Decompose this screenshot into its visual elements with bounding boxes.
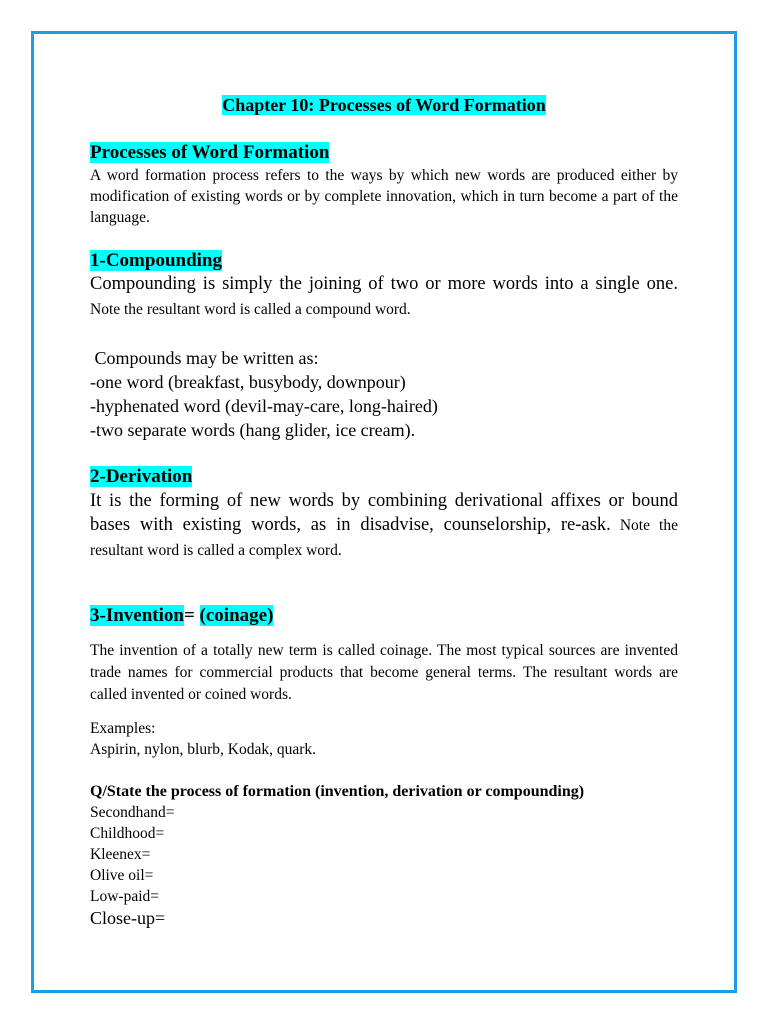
derivation-note: Note the resultant word is called a complex word. <box>90 517 678 559</box>
question-item: Childhood= <box>90 825 165 842</box>
question-item: Low-paid= <box>90 888 160 905</box>
compounding-note: Note the resultant word is called a compound word. <box>90 301 411 318</box>
chapter-title-text: Chapter 10: Processes of Word Formation <box>222 95 546 115</box>
compound-form-item: -two separate words (hang glider, ice cream). <box>90 420 416 440</box>
compound-form-item: -hyphenated word (devil-may-care, long-haired) <box>90 396 438 416</box>
chapter-title <box>90 94 678 116</box>
question-item: Secondhand= <box>90 804 175 821</box>
invention-heading: 3-Invention= (coinage) <box>90 605 274 626</box>
question-item: Close-up= <box>90 908 166 928</box>
compounding-paragraph <box>90 272 678 322</box>
derivation-paragraph <box>90 489 678 563</box>
question-items <box>90 802 175 930</box>
compound-forms-intro: Compounds may be written as: <box>90 348 319 368</box>
question-item: Olive oil= <box>90 867 154 884</box>
compound-form-item: -one word (breakfast, busybody, downpour) <box>90 372 406 392</box>
intro-heading: Processes of Word Formation <box>90 142 330 163</box>
question-item: Kleenex= <box>90 846 151 863</box>
examples-list: Aspirin, nylon, blurb, Kodak, quark. <box>90 741 317 758</box>
compounding-heading: 1-Compounding <box>90 250 222 271</box>
invention-paragraph: The invention of a totally new term is called coinage. The most typical sources are invented trade names for commercial products that become general terms. The resultant words are called invented or coined words. <box>90 642 678 703</box>
derivation-definition: It is the forming of new words by combining derivational affixes or bound bases with existing words, as in disadvise, counselorship, re-ask. <box>90 491 678 535</box>
question-prompt: Q/State the process of formation (invention, derivation or compounding) <box>90 783 585 800</box>
compound-forms-list <box>90 346 678 442</box>
derivation-heading: 2-Derivation <box>90 466 193 487</box>
examples-label: Examples: <box>90 720 156 737</box>
compounding-definition: Compounding is simply the joining of two or more words into a single one. <box>90 274 678 294</box>
intro-paragraph: A word formation process refers to the ways by which new words are produced either by modification of existing words or by complete innovation, which in turn become a part of the language. <box>90 167 678 226</box>
